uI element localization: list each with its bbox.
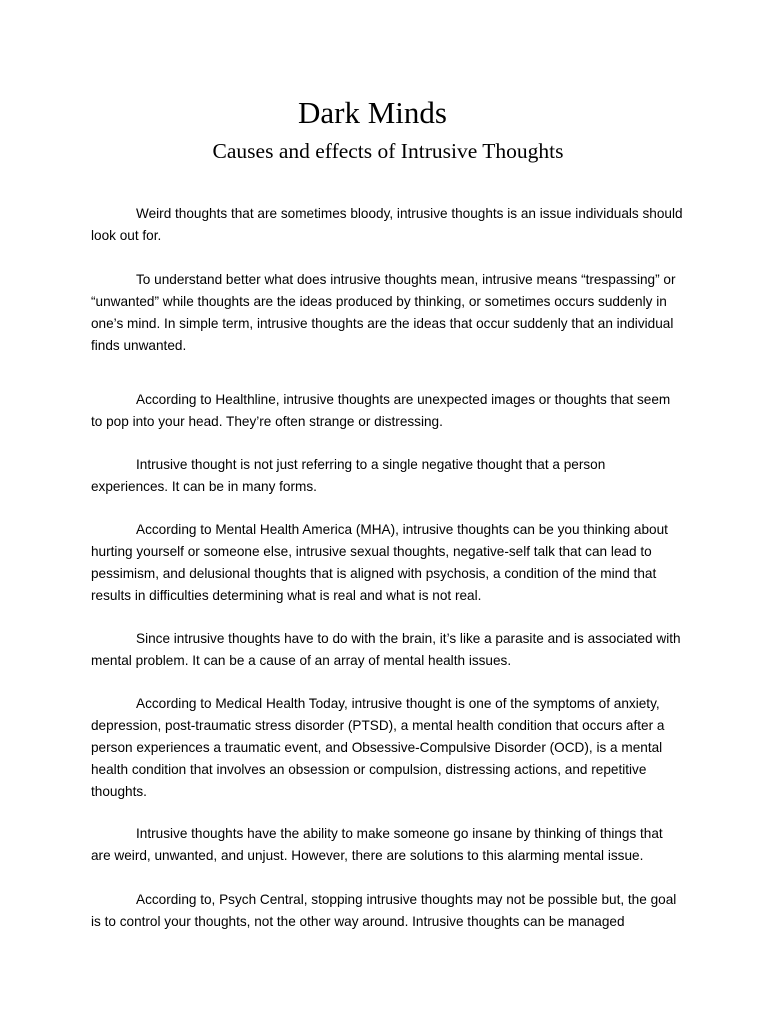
paragraph-3: According to Healthline, intrusive thoughts are unexpected images or thoughts that seem to pop into your head. They’re often strange or distressing.	[91, 392, 671, 429]
document-title: Dark Minds	[298, 95, 447, 130]
paragraph-7: According to Medical Health Today, intrusive thought is one of the symptoms of anxiety, depression, post-traumatic stress disorder (PTSD), a mental health condition that occurs after a person experiences a traumatic event, and Obsessive-Compulsive Disorder (OCD), is a mental health condition that involves an obsession or compulsion, distressing actions, and repetitive thoughts.	[91, 696, 665, 799]
paragraph-4: Intrusive thought is not just referring to a single negative thought that a person experiences. It can be in many forms.	[91, 457, 606, 494]
paragraph-8: Intrusive thoughts have the ability to make someone go insane by thinking of things that are weird, unwanted, and unjust. However, there are solutions to this alarming mental issue.	[91, 826, 663, 863]
paragraph-2: To understand better what does intrusive thoughts mean, intrusive means “trespassing” or “unwanted” while thoughts are the ideas produced by thinking, or sometimes occurs suddenly in one’s mind. In simple term, intrusive thoughts are the ideas that occur suddenly that an individual finds unwanted.	[91, 272, 676, 353]
paragraph-1: Weird thoughts that are sometimes bloody, intrusive thoughts is an issue individuals should look out for.	[91, 206, 683, 243]
document-subtitle: Causes and effects of Intrusive Thoughts	[212, 139, 564, 163]
paragraph-6: Since intrusive thoughts have to do with the brain, it’s like a parasite and is associated with mental problem. It can be a cause of an array of mental health issues.	[91, 631, 681, 668]
paragraph-9: According to, Psych Central, stopping intrusive thoughts may not be possible but, the goal is to control your thoughts, not the other way around. Intrusive thoughts can be managed	[91, 892, 677, 929]
paragraph-5: According to Mental Health America (MHA), intrusive thoughts can be you thinking about hurting yourself or someone else, intrusive sexual thoughts, negative-self talk that can lead to pessimism, and delusional thoughts that is aligned with psychosis, a condition of the mind that results in difficulties determining what is real and what is not real.	[91, 522, 668, 603]
